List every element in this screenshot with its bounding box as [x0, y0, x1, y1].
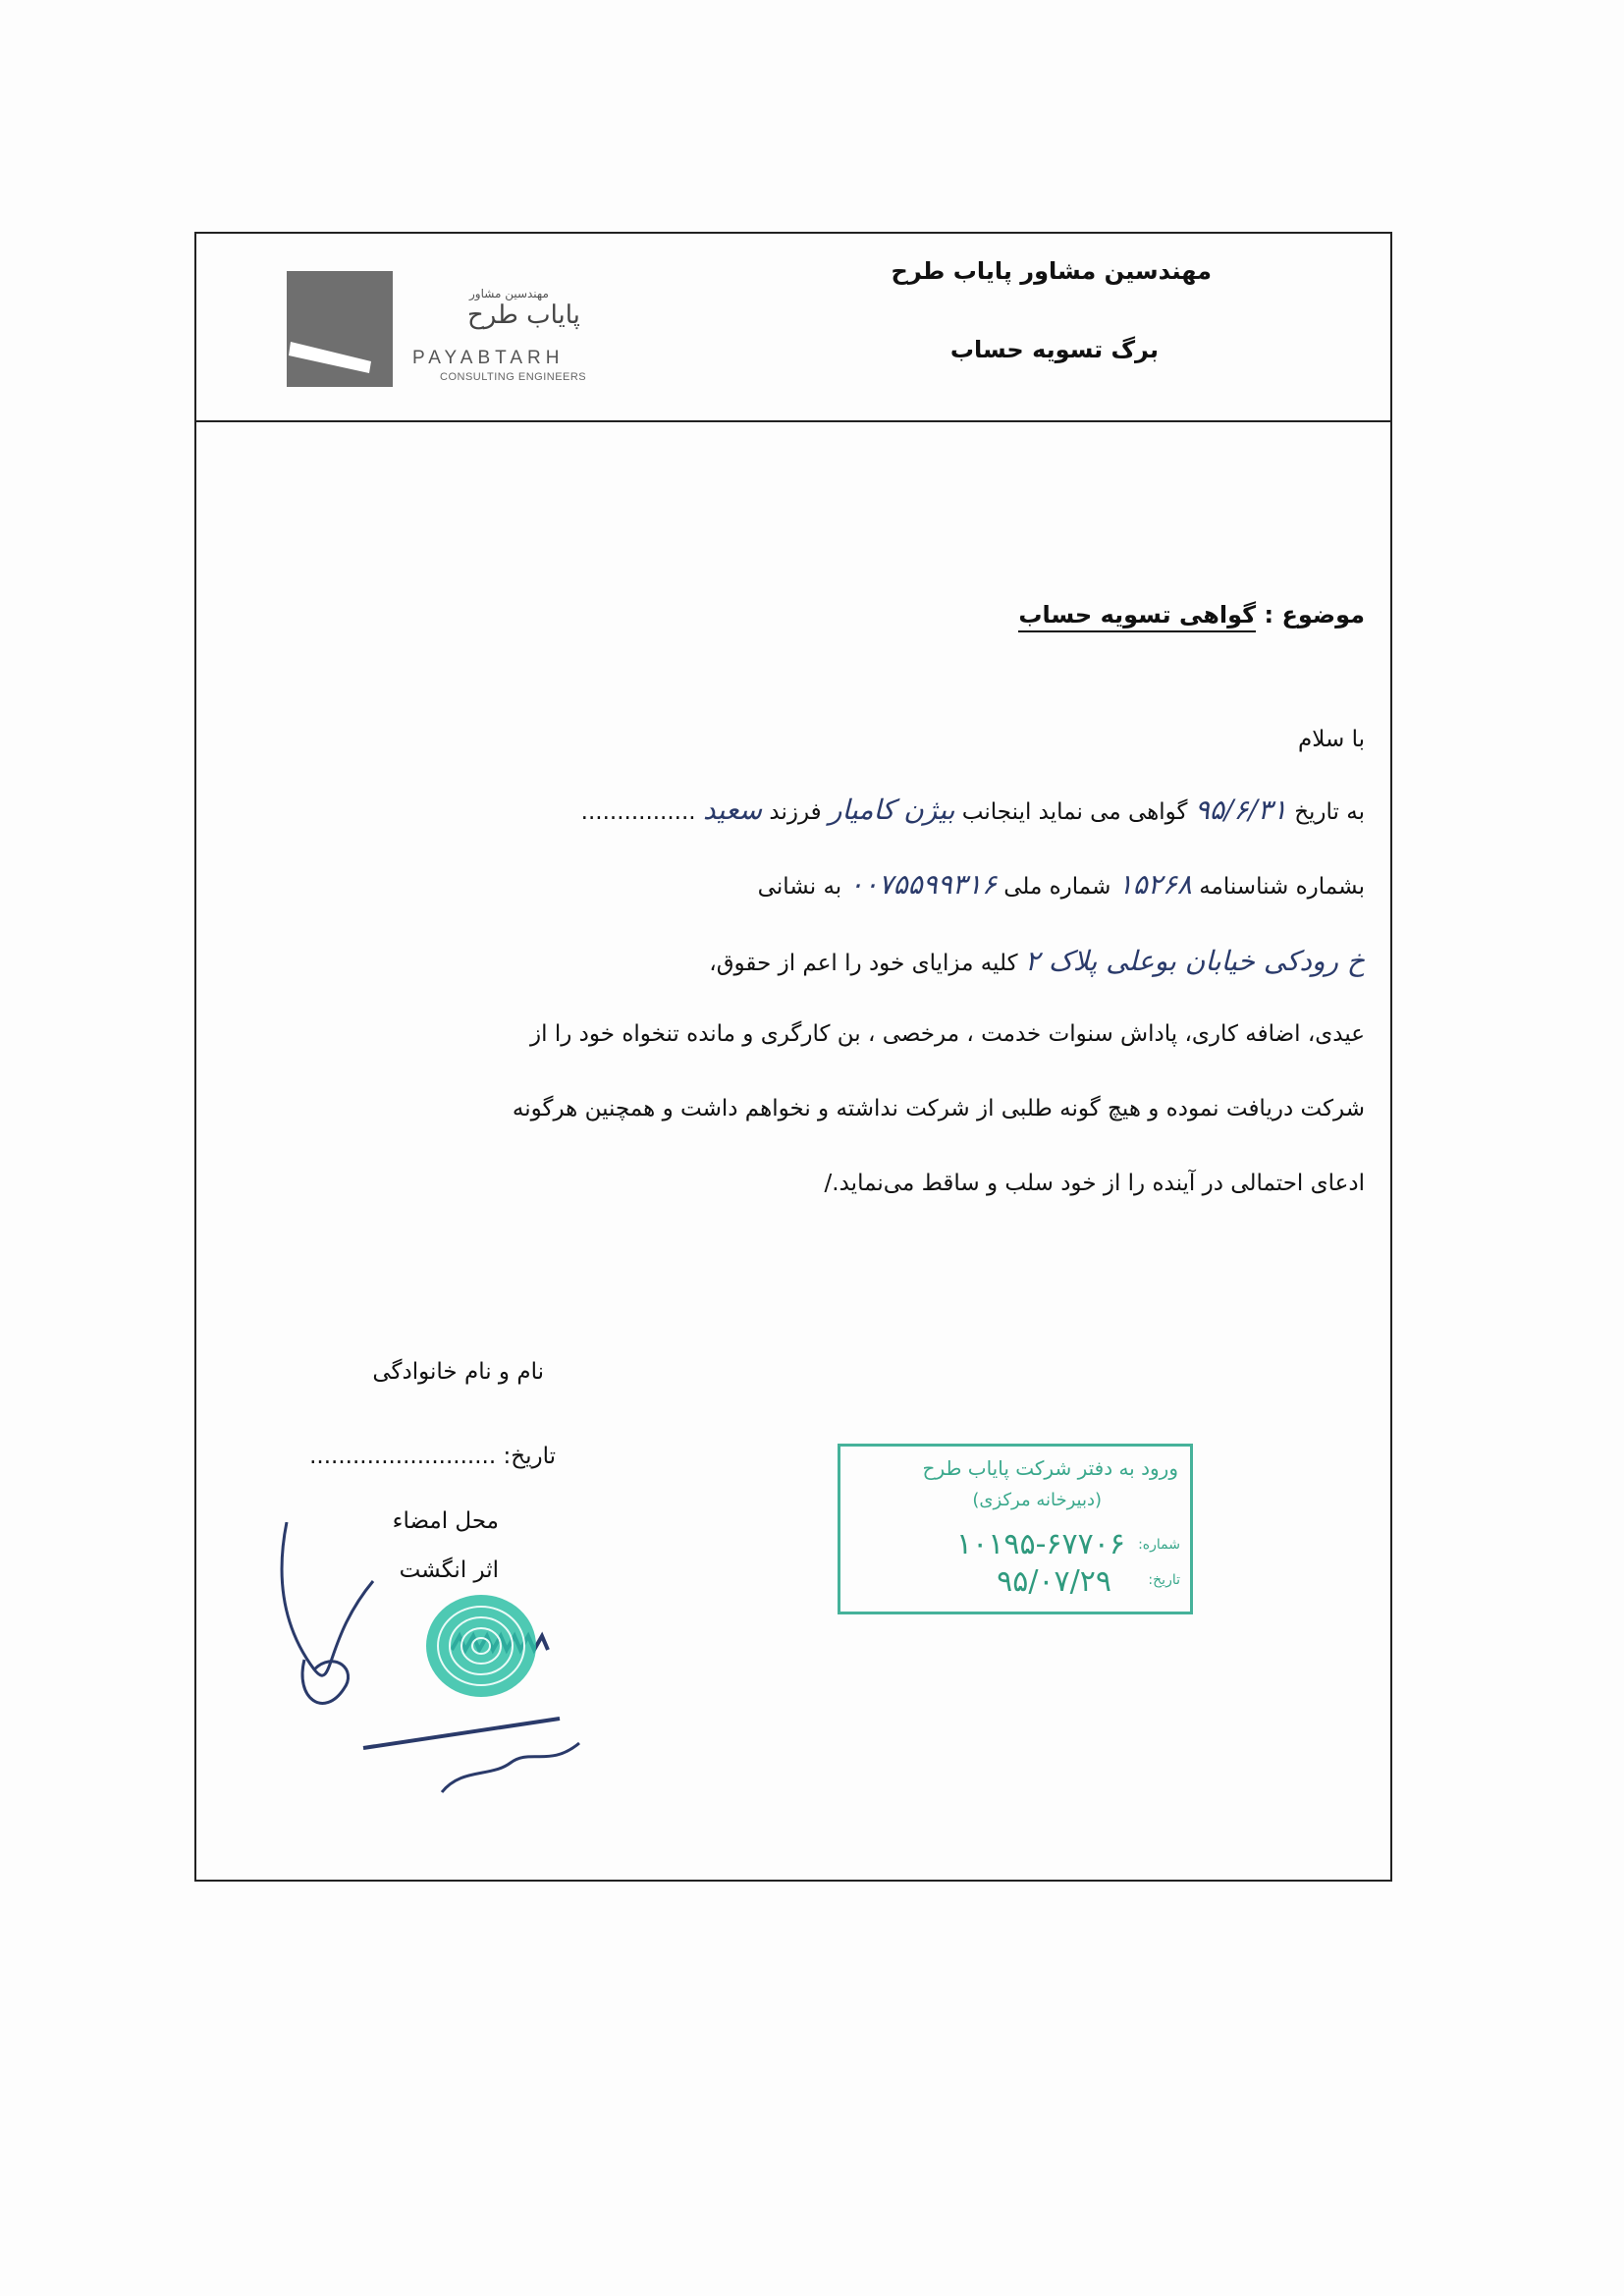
stamp-title: ورود به دفتر شرکت پایاب طرح: [922, 1456, 1178, 1480]
logo-name-persian: پایاب طرح: [467, 301, 580, 330]
body-line-1: [581, 793, 1365, 826]
certify-text: گواهی می نماید اینجانب: [961, 799, 1188, 825]
company-logo: [287, 271, 640, 389]
id-number-label: بشماره شناسنامه: [1199, 874, 1365, 900]
child-of-label: فرزند: [769, 799, 822, 825]
subject-value: گواهی تسویه حساب: [1018, 601, 1256, 632]
body-line-5: شرکت دریافت نموده و هیچ گونه طلبی از شرکت نداشته و نخواهم داشت و همچنین هرگونه: [512, 1096, 1365, 1121]
logo-name-latin: PAYABTARH: [412, 348, 565, 368]
handwritten-father-name: سعید: [702, 793, 763, 826]
signature-place-label: محل امضاء: [392, 1508, 499, 1534]
handwritten-national-number: ۰۰۷۵۵۹۹۳۱۶: [848, 868, 997, 901]
stamp-number-value: ۱۰۱۹۵-۶۷۷۰۶: [956, 1527, 1125, 1561]
stamp-date-label: تاریخ:: [1148, 1572, 1180, 1588]
body-line-4: عیدی، اضافه کاری، پاداش سنوات خدمت ، مرخصی ، بن کارگری و مانده تنخواه خود را از: [530, 1021, 1365, 1047]
signature-date-line: [309, 1444, 556, 1469]
logo-mark: [287, 271, 393, 387]
body-line-2: [758, 868, 1365, 901]
address-label: به نشانی: [757, 874, 842, 900]
logo-subtitle-persian: مهندسین مشاور: [469, 287, 549, 301]
stamp-number-label: شماره:: [1138, 1537, 1180, 1553]
date-prefix: به تاریخ: [1294, 799, 1365, 825]
thumbprint-mark: [422, 1591, 540, 1701]
handwritten-date: ۹۵/۶/۳۱: [1194, 793, 1287, 826]
benefits-text: کلیه مزایای خود را اعم از حقوق،: [709, 951, 1018, 976]
signature-date-dots: ..........................: [309, 1444, 497, 1469]
signature-date-label: تاریخ:: [503, 1444, 556, 1469]
national-number-label: شماره ملی: [1003, 874, 1111, 900]
subject-line: [1018, 601, 1365, 629]
form-title: برگ تسویه حساب: [949, 336, 1159, 363]
header-divider: [194, 420, 1392, 422]
body-line-3: [709, 945, 1365, 977]
stamp-date-value: ۹۵/۰۷/۲۹: [997, 1564, 1111, 1599]
registration-stamp: [838, 1444, 1193, 1614]
handwritten-name: بیژن کامیار: [828, 793, 955, 826]
fill-dots: ................: [580, 799, 696, 825]
thumbprint-label: اثر انگشت: [399, 1558, 499, 1583]
logo-subtitle-latin: CONSULTING ENGINEERS: [440, 371, 587, 383]
body-line-6: ادعای احتمالی در آینده را از خود سلب و ساقط می‌نماید./: [824, 1171, 1365, 1196]
company-name: مهندسین مشاور پایاب طرح: [891, 257, 1212, 285]
subject-label: موضوع :: [1264, 601, 1365, 629]
signature-name-label: نام و نام خانوادگی: [372, 1359, 544, 1385]
handwritten-address: خ رودکی خیابان بوعلی پلاک ۲: [1024, 945, 1365, 977]
greeting: با سلام: [1298, 727, 1365, 752]
stamp-subtitle: (دبیرخانه مرکزی): [972, 1490, 1102, 1510]
handwritten-id-number: ۱۵۲۶۸: [1117, 868, 1192, 901]
